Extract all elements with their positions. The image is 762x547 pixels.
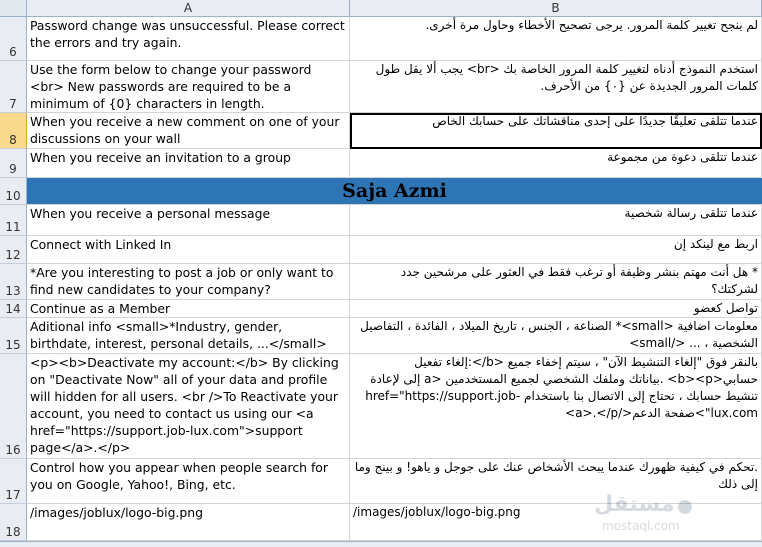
table-row <box>0 318 762 354</box>
cell-b[interactable]: /images/joblux/logo-big.png <box>350 504 762 541</box>
table-row <box>0 17 762 61</box>
cell-b[interactable]: تواصل كعضو <box>350 300 762 318</box>
cell-a[interactable]: *Are you interesting to post a job or only want to find new candidates to your company? <box>27 264 350 300</box>
cell-a[interactable]: Aditional info <small>*Industry, gender, birthdate, interest, personal details, ...</small> <box>27 318 350 354</box>
row-header[interactable]: 16 <box>0 354 27 459</box>
watermark-site: mostaql.com <box>602 519 680 533</box>
merged-title-cell[interactable]: Saja Azmi <box>27 178 762 205</box>
table-row <box>0 354 762 459</box>
active-cell-b[interactable]: عندما تتلقى تعليقًا جديدًا على إحدى مناقشاتك على حسابك الخاص <box>350 113 762 149</box>
cell-a[interactable]: Connect with Linked In <box>27 236 350 264</box>
row-header[interactable]: 12 <box>0 236 27 264</box>
cell-a[interactable]: Control how you appear when people search for you on Google, Yahoo!, Bing, etc. <box>27 459 350 504</box>
cell-b[interactable]: لم ينجح تغيير كلمة المرور. يرجى تصحيح الأخطاء وحاول مرة أخرى. <box>350 17 762 61</box>
sheet-bottom-edge <box>0 541 762 547</box>
row-header[interactable]: 15 <box>0 318 27 354</box>
row-header[interactable]: 7 <box>0 61 27 113</box>
cell-b[interactable]: اربط مع لينكد إن <box>350 236 762 264</box>
table-row <box>0 504 762 541</box>
cell-b[interactable]: عندما تتلقى رسالة شخصية <box>350 205 762 236</box>
cell-a[interactable]: Use the form below to change your password <br> New passwords are required to be a minimum of {0} characters in length. <box>27 61 350 113</box>
row-header[interactable]: 8 <box>0 113 27 149</box>
row-header[interactable]: 11 <box>0 205 27 236</box>
row-header[interactable]: 13 <box>0 264 27 300</box>
cell-a[interactable]: When you receive an invitation to a group <box>27 149 350 178</box>
cell-a[interactable]: Continue as a Member <box>27 300 350 318</box>
cell-a[interactable]: When you receive a personal message <box>27 205 350 236</box>
cell-b[interactable]: معلومات اضافية <small>* الصناعة ، الجنس ، تاريخ الميلاد ، الفائدة ، التفاصيل الشخصية ، ... </small> <box>350 318 762 354</box>
cell-b[interactable]: بالنقر فوق "إلغاء التنشيط الآن" ، سيتم إخفاء جميع <b/>:إلغاء تفعيل حسابي<b><p> .بياناتك وملفك الشخصي لجميع المستخدمين <a إلى لإعادة تنشيط حسابك ، تحتاج إلى الاتصال بنا باستخدام href="https://support.job-lux.com">صفحة الدعم</a>.</p> <box>350 354 762 459</box>
table-row <box>0 205 762 236</box>
cell-b[interactable]: * هل أنت مهتم بنشر وظيفة أو ترغب فقط في العثور على مرشحين جدد لشركتك؟ <box>350 264 762 300</box>
column-header-b[interactable]: B <box>350 0 762 17</box>
watermark-brand: مستقل <box>594 492 675 517</box>
table-row <box>0 178 762 205</box>
table-row <box>0 61 762 113</box>
table-row <box>0 149 762 178</box>
row-header[interactable]: 17 <box>0 459 27 504</box>
table-row <box>0 264 762 300</box>
table-row <box>0 236 762 264</box>
cell-b[interactable]: .تحكم في كيفية ظهورك عندما يبحث الأشخاص عنك على جوجل و ياهو! و بينج وما إلى ذلك <box>350 459 762 504</box>
cell-b[interactable]: عندما تتلقى دعوة من مجموعة <box>350 149 762 178</box>
cell-a[interactable]: <p><b>Deactivate my account:</b> By clicking on "Deactivate Now" all of your data and profile will hidden for all users. <br />To Reactivate your account, you need to contact us using our <a href="https://support.job-lux.com">support page</a>.</p> <box>27 354 350 459</box>
column-header-a[interactable]: A <box>27 0 350 17</box>
table-row <box>0 300 762 318</box>
select-all-corner[interactable] <box>0 0 27 17</box>
row-header[interactable]: 14 <box>0 300 27 318</box>
row-header[interactable]: 6 <box>0 17 27 61</box>
cell-a[interactable]: Password change was unsuccessful. Please correct the errors and try again. <box>27 17 350 61</box>
row-header[interactable]: 18 <box>0 504 27 541</box>
cell-a[interactable]: When you receive a new comment on one of your discussions on your wall <box>27 113 350 149</box>
row-header[interactable]: 10 <box>0 178 27 205</box>
table-row <box>0 113 762 149</box>
cell-b[interactable]: استخدم النموذج أدناه لتغيير كلمة المرور الخاصة بك <br> يجب ألا يقل طول كلمات المرور الجديدة عن {٠} من الأحرف. <box>350 61 762 113</box>
cell-a[interactable]: /images/joblux/logo-big.png <box>27 504 350 541</box>
row-header[interactable]: 9 <box>0 149 27 178</box>
table-row <box>0 459 762 504</box>
